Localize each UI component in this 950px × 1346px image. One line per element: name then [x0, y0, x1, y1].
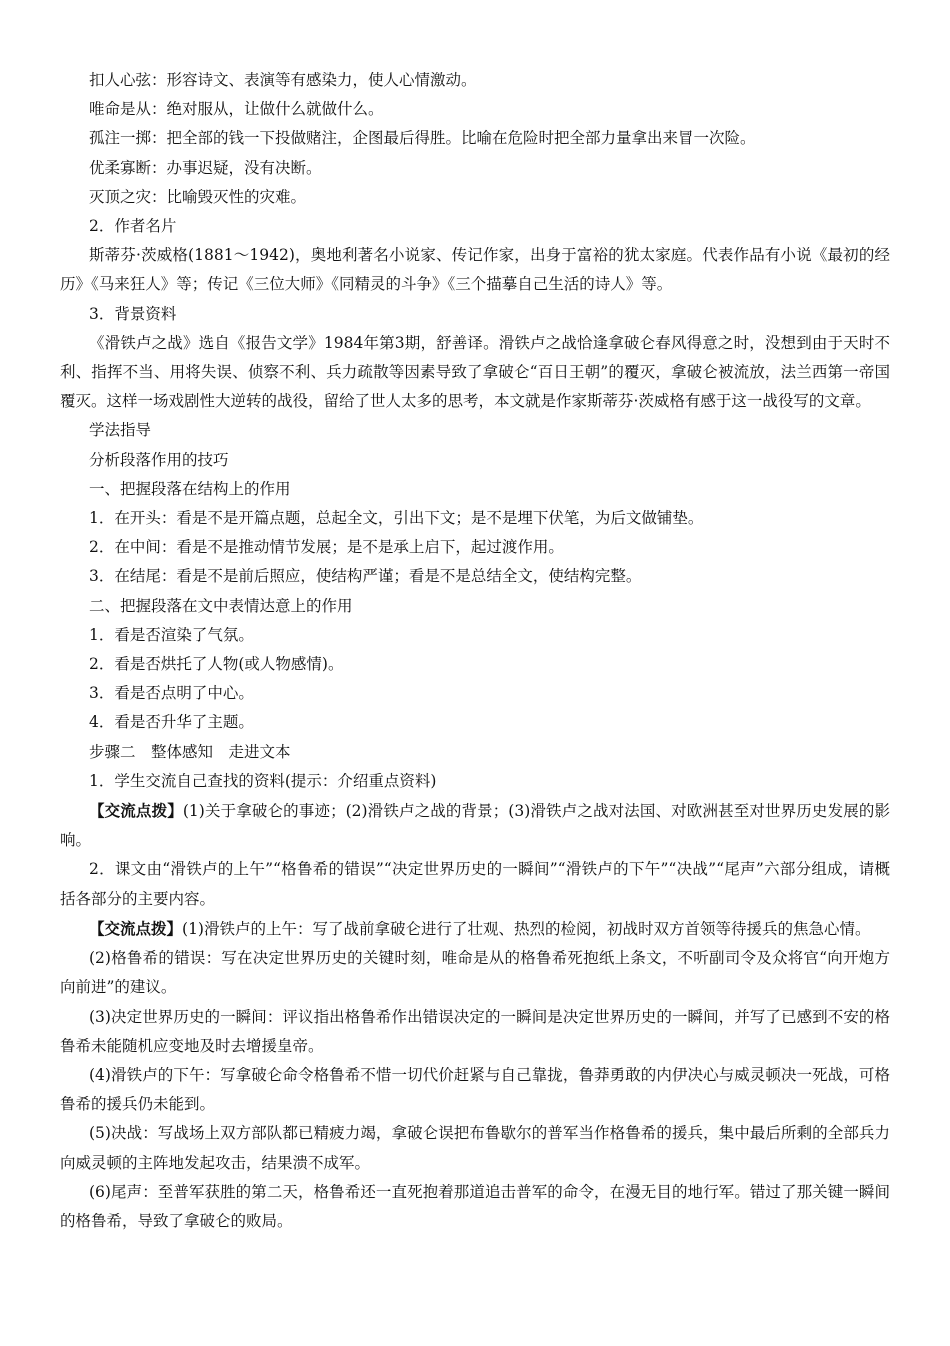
- vocab-item: 唯命是从：绝对服从，让做什么就做什么。: [89, 100, 384, 119]
- answer-item: (5)决战：写战场上双方部队都已精疲力竭，拿破仑误把布鲁歇尔的普军当作格鲁希的援兵，集中最后所剩的全部兵力向威灵顿的主阵地发起攻击，结果溃不成军。: [60, 1124, 890, 1172]
- question: 1．学生交流自己查找的资料(提示：介绍重点资料): [89, 771, 437, 790]
- section-heading: 学法指导: [89, 421, 152, 440]
- step-heading: 步骤二 整体感知 走进文本: [89, 742, 291, 761]
- answer-item: (2)格鲁希的错误：写在决定世界历史的关键时刻，唯命是从的格鲁希死抱纸上条文，不听副司令及众将官“向开炮方向前进”的建议。: [60, 949, 890, 997]
- answer-text: (1)滑铁卢的上午：写了战前拿破仑进行了壮观、热烈的检阅，初战时双方首领等待援兵的焦急心情。: [182, 919, 871, 938]
- tip-label: 【交流点拨】: [89, 801, 183, 821]
- list-item: 2．看是否烘托了人物(或人物感情)。: [89, 655, 344, 674]
- answer-item: (4)滑铁卢的下午：写拿破仑命令格鲁希不惜一切代价赶紧与自己靠拢，鲁莽勇敢的内伊决心与威灵顿决一死战，可格鲁希的援兵仍未能到。: [60, 1065, 890, 1114]
- list-item: 1．看是否渲染了气氛。: [89, 625, 254, 644]
- vocab-item: 孤注一掷：把全部的钱一下投做赌注，企图最后得胜。比喻在危险时把全部力量拿出来冒一次险。: [89, 129, 756, 148]
- list-item: 3．在结尾：看是不是前后照应，使结构严谨；看是不是总结全文，使结构完整。: [89, 567, 642, 586]
- part-title: 一、把握段落在结构上的作用: [89, 479, 291, 498]
- part-title: 二、把握段落在文中表情达意上的作用: [89, 596, 353, 615]
- answer-item: (6)尾声：至普军获胜的第二天，格鲁希还一直死抱着那道追击普军的命令，在漫无目的地行军。错过了那关键一瞬间的格鲁希，导致了拿破仑的败局。: [60, 1182, 890, 1230]
- author-text: 斯蒂芬·茨威格(1881～1942)，奥地利著名小说家、传记作家，出身于富裕的犹太家庭。代表作品有小说《最初的经历》《马来狂人》等；传记《三位大师》《同精灵的斗争》《三个描摹自己生活的诗人》等。: [60, 246, 890, 294]
- subsection-heading: 分析段落作用的技巧: [89, 450, 229, 469]
- answer: [60, 914, 890, 944]
- tip-label: 【交流点拨】: [89, 918, 183, 938]
- answer-text: (1)关于拿破仑的事迹；(2)滑铁卢之战的背景；(3)滑铁卢之战对法国、对欧洲甚至对世界历史发展的影响。: [60, 802, 890, 850]
- section-heading: 2．作者名片: [89, 217, 177, 236]
- list-item: 3．看是否点明了中心。: [89, 684, 254, 703]
- section-heading: 3．背景资料: [89, 304, 177, 323]
- vocab-item: 优柔寡断：办事迟疑，没有决断。: [89, 158, 322, 177]
- question: 2．课文由“滑铁卢的上午”“格鲁希的错误”“决定世界历史的一瞬间”“滑铁卢的下午”“决战”“尾声”六部分组成，请概括各部分的主要内容。: [60, 860, 890, 908]
- list-item: 4．看是否升华了主题。: [89, 713, 254, 732]
- answer-item: (3)决定世界历史的一瞬间：评议指出格鲁希作出错误决定的一瞬间是决定世界历史的一瞬间，并写了已感到不安的格鲁希未能随机应变地及时去增援皇帝。: [60, 1007, 890, 1055]
- background-text: 《滑铁卢之战》选自《报告文学》1984年第3期，舒善译。滑铁卢之战恰逢拿破仑春风得意之时，没想到由于天时不利、指挥不当、用将失误、侦察不利、兵力疏散等因素导致了拿破仑“百日王朝”的覆灭，拿破仑被流放，法兰西第一帝国覆灭。这样一场戏剧性大逆转的战役，留给了世人太多的思考，本文就是作家斯蒂芬·茨威格有感于这一战役写的文章。: [60, 333, 890, 411]
- vocab-item: 灭顶之灾：比喻毁灭性的灾难。: [89, 187, 307, 206]
- answer: [60, 796, 890, 855]
- list-item: 1．在开头：看是不是开篇点题，总起全文，引出下文；是不是埋下伏笔，为后文做铺垫。: [89, 509, 704, 528]
- vocab-item: 扣人心弦：形容诗文、表演等有感染力，使人心情激动。: [89, 71, 477, 89]
- list-item: 2．在中间：看是不是推动情节发展；是不是承上启下，起过渡作用。: [89, 538, 564, 557]
